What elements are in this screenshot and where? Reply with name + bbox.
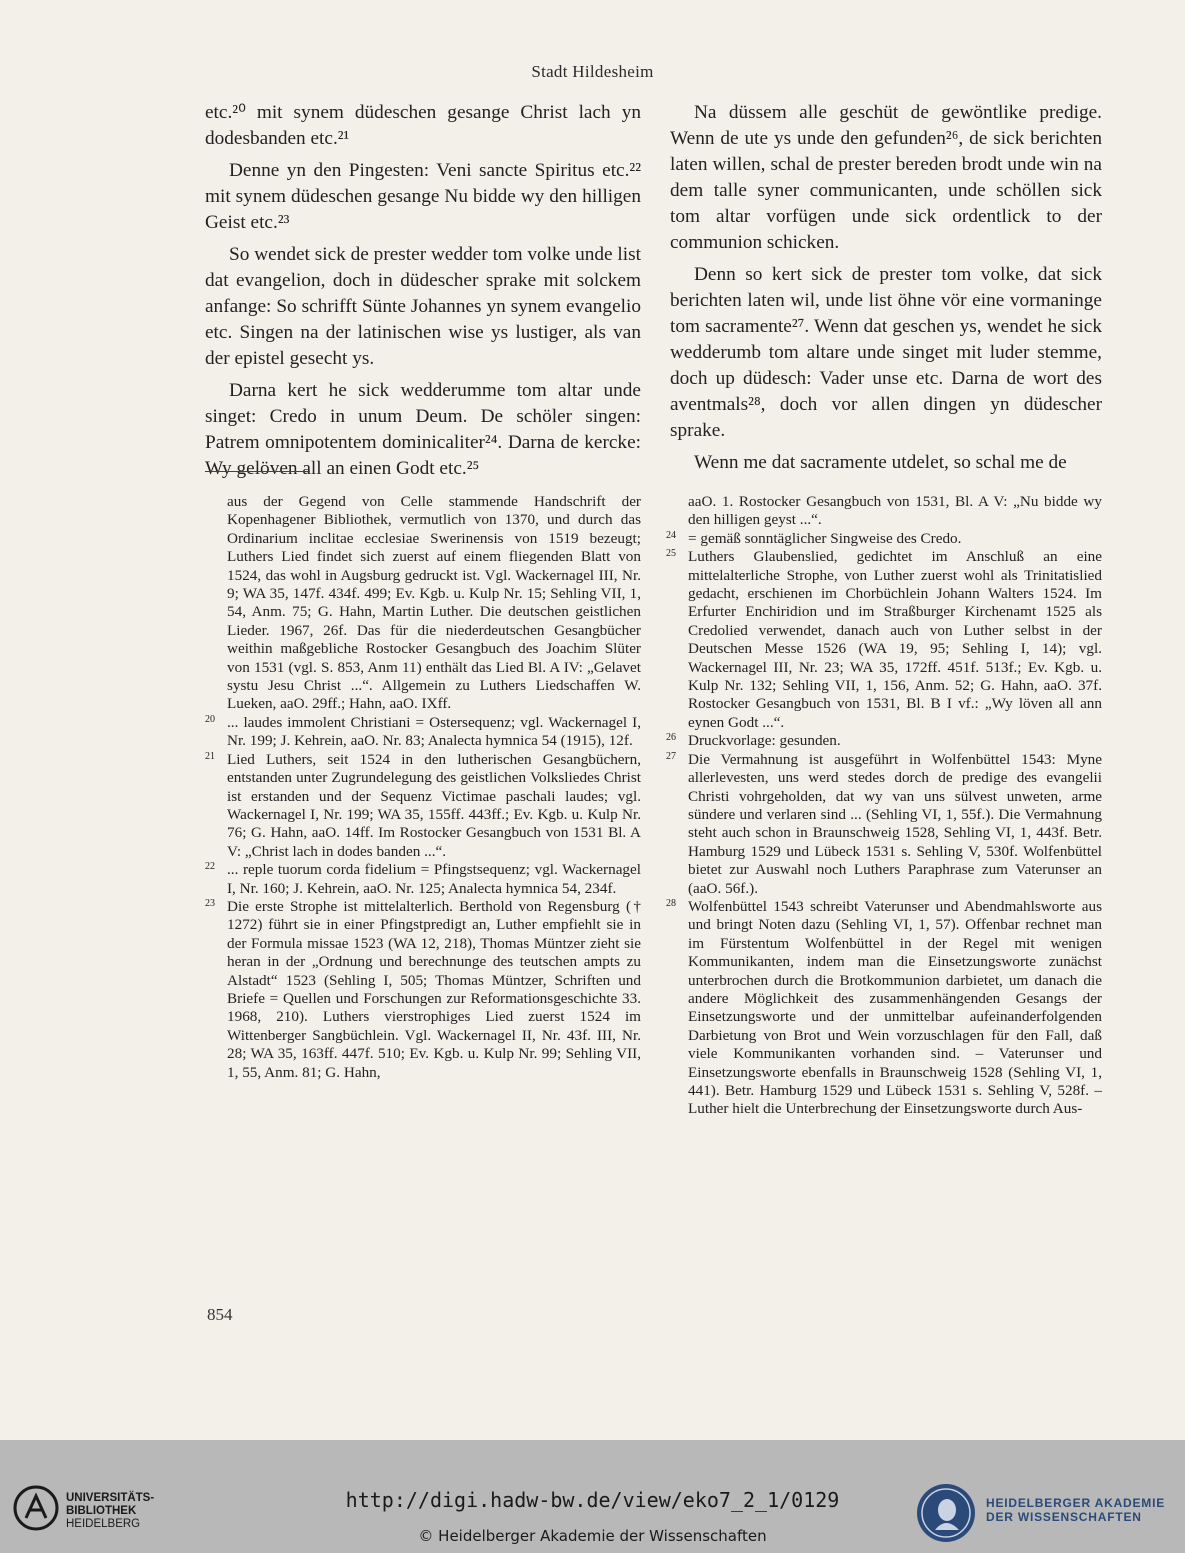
footnote-number: 27	[666, 750, 676, 762]
body-paragraph: etc.²⁰ mit synem düdeschen gesange Christ lach yn dodesbanden etc.²¹	[205, 102, 641, 149]
footnote-text: Die Vermahnung ist ausgeführt in Wolfenbüttel 1543: Myne allerlevesten, uns werd stedes dorch de predige des evangelii Christi vohrgeholden, dat wy van uns sülvest unweten, arme sündere und verlaren sind ... (Sehling VI, 1, 55f.). Die Vermahnung steht auch schon in Braunschweig 1528, Sehling VI, 1, 443f. Betr. Hamburg 1529 und Lübeck 1531 s. Sehling V, 530f. Wolfenbüttel bietet zur Auswahl noch Luthers Paraphrase zum Vaterunser an (aaO. 56f.).	[688, 750, 1102, 897]
footnote	[666, 493, 1102, 530]
footnote	[205, 751, 641, 861]
ub-line: BIBLIOTHEK	[66, 1505, 137, 1517]
footnote-text: Luthers Glaubenslied, gedichtet im Anschluß an eine mittelalterliche Strophe, von Luther zuerst wohl als Trinitatislied gedacht, erschienen im Chorbüchlein Johann Walters 1524. Im Erfurter Enchiridion und im Straßburger Kirchenamt 1525 als Credolied verwendet, danach auch von Luther selbst in der Deutschen Messe 1526 (WA 19, 95; Sehling I, 14); vgl. Wackernagel III, Nr. 23; WA 35, 172ff. 451f. 513f.; Ev. Kgb. u. Kulp Nr. 132; Sehling VII, 1, 156, Anm. 52; G. Hahn, aaO. 37f. Rostocker Gesangbuch von 1531, Bl. B I vf.: „Wy löven all ann eynen Godt ...“.	[688, 548, 1102, 731]
body-paragraph: So wendet sick de prester wedder tom volke unde list dat evangelion, doch in düdescher sprake mit solckem anfange: So schrifft Sünte Johannes yn synem evangelio etc. Singen na der latinischen wise ys lustiger, als van der epistel gesecht ys.	[205, 244, 641, 369]
academy-line: HEIDELBERGER AKADEMIE	[986, 1496, 1166, 1510]
footnote-number: 20	[205, 713, 215, 725]
ub-line: UNIVERSITÄTS-	[66, 1492, 155, 1504]
footnotes-left	[205, 493, 641, 1082]
body-paragraph: Na düssem alle geschüt de gewöntlike predige. Wenn de ute ys unde den gefunden²⁶, de sick berichten laten willen, schal de prester bereden brodt unde win na dem talle syner communicanten, unde schöllen sick tom altar vorfügen unde sick ordentlick to der communion schicken.	[670, 102, 1102, 253]
running-header: Stadt Hildesheim	[531, 62, 654, 81]
footnote-text: aus der Gegend von Celle stammende Handschrift der Kopenhagener Bibliothek, vermutlich von 1370, und durch das Ordinarium inclitae ecclesiae Swerinensis von 1519 bezeugt; Luthers Lied findet sich zuerst auf einem fliegenden Blatt von 1524, das wohl in Augsburg gedruckt ist. Vgl. Wackernagel III, Nr. 9; WA 35, 147f. 434f. 499; Ev. Kgb. u. Kulp Nr. 15; Sehling VII, 1, 54, Anm. 75; G. Hahn, Martin Luther. Die deutschen geistlichen Lieder. 1967, 26f. Das für die niederdeutschen Gesangbücher weithin maßgebliche Rostocker Gesangbuch des Joachim Slüter von 1531 (vgl. S. 853, Anm 11) enthält das Lied Bl. A IV: „Gelavet systu Jesu Christ ...“. Allgemein zu Luthers Liedschaffen W. Lueken, aaO. 29ff.; Hahn, aaO. IXff.	[227, 493, 641, 713]
permalink-url[interactable]: http://digi.hadw-bw.de/view/eko7_2_1/0129	[345, 1488, 840, 1512]
footnote	[666, 898, 1102, 1119]
footnote-number: 25	[666, 548, 676, 560]
academy-name[interactable]	[986, 1496, 1165, 1524]
footnote	[666, 548, 1102, 732]
footnote-text: Lied Luthers, seit 1524 in den lutherischen Gesangbüchern, entstanden unter Zugrundelegung des geistlichen Volksliedes Christ ist erstanden und der Sequenz Victimae paschali laudes; vgl. Wackernagel I, Nr. 199; WA 35, 155ff. 443ff.; Ev. Kgb. u. Kulp Nr. 76; G. Hahn, aaO. 14ff. Im Rostocker Gesangbuch von 1531 Bl. A V: „Christ lach in dodes banden ...“.	[227, 750, 641, 860]
footnote	[205, 714, 641, 751]
ub-line: HEIDELBERG	[66, 1518, 141, 1530]
footnote-text: Druckvorlage: gesunden.	[688, 732, 841, 750]
body-paragraph: Denne yn den Pingesten: Veni sancte Spiritus etc.²² mit synem düdeschen gesange Nu bidde wy den hilligen Geist etc.²³	[205, 160, 641, 233]
footnote	[205, 861, 641, 898]
footnote-text: ... laudes immolent Christiani = Ostersequenz; vgl. Wackernagel I, Nr. 199; J. Kehrein, aaO. Nr. 83; Analecta hymnica 54 (1915), 12f.	[227, 713, 641, 750]
footnote-text: ... reple tuorum corda fidelium = Pfingstsequenz; vgl. Wackernagel I, Nr. 160; J. Kehrein, aaO. Nr. 125; Analecta hymnica 54, 234f.	[227, 861, 641, 897]
academy-seal-icon[interactable]	[915, 1482, 977, 1548]
footnote-text: Die erste Strophe ist mittelalterlich. Berthold von Regensburg († 1272) führt sie in einer Pfingstpredigt an, Luther empfiehlt sie in der Formula missae 1523 (WA 12, 218), Thomas Müntzer zieht sie heran in der „Ordnung und berechnunge des teutschen ampts zu Alstadt“ 1523 (Sehling I, 505; Thomas Müntzer, Schriften und Briefe = Quellen und Forschungen zur Reformationsgeschichte 33. 1968, 210). Luthers vierstrophiges Lied zuerst 1524 im Wittenberger Sangbüchlein. Vgl. Wackernagel II, Nr. 43f. III, Nr. 28; WA 35, 163ff. 447f. 510; Ev. Kgb. u. Kulp Nr. 99; Sehling VII, 1, 55, Anm. 81; G. Hahn,	[227, 897, 641, 1081]
viewer-footer	[0, 1440, 1185, 1553]
footnote-number: 23	[205, 897, 215, 909]
body-paragraph: Darna kert he sick wedderumme tom altar unde singet: Credo in unum Deum. De schöler singen: Patrem omnipotentem dominicaliter²⁴. Darna de kercke: Wy gelöven all an einen Godt etc.²⁵	[205, 380, 641, 479]
footnote-number: 28	[666, 897, 676, 909]
copyright-notice: © Heidelberger Akademie der Wissenschaften	[418, 1527, 767, 1545]
footnote	[666, 732, 1102, 750]
body-paragraph: Wenn me dat sacramente utdelet, so schal me de	[694, 452, 1067, 473]
body-column-left	[205, 100, 641, 488]
footnote-number: 26	[666, 732, 676, 744]
footnote	[666, 530, 1102, 548]
footnote-number: 24	[666, 529, 676, 541]
page-number: 854	[207, 1305, 233, 1324]
academy-line: DER WISSENSCHAFTEN	[986, 1510, 1142, 1524]
footnote-separator	[205, 471, 310, 472]
footnote	[205, 898, 641, 1082]
footnote	[666, 751, 1102, 898]
footnote-text: = gemäß sonntäglicher Singweise des Credo.	[688, 529, 962, 547]
footnotes-right	[666, 493, 1102, 1119]
footnote-number: 22	[205, 861, 215, 873]
footnote	[205, 493, 641, 714]
footnote-text: aaO. 1. Rostocker Gesangbuch von 1531, Bl. A V: „Nu bidde wy den hilligen geyst ...“.	[688, 493, 1102, 529]
footnote-number: 21	[205, 750, 215, 762]
body-paragraph: Denn so kert sick de prester tom volke, dat sick berichten laten wil, unde list öhne vör eine vormaninge tom sacramente²⁷. Wenn dat geschen ys, wendet he sick wedderumb tom altare unde singet mit luder stemme, doch up düdesch: Vader unse etc. Darna de wort des aventmals²⁸, doch vor allen dingen yn düdescher sprake.	[670, 264, 1102, 441]
footnote-text: Wolfenbüttel 1543 schreibt Vaterunser und Abendmahlsworte aus und bringt Noten dazu (Sehling VI, 1, 57). Offenbar rechnet man im Fürstentum Wolfenbüttel in der Regel mit wenigen Kommunikanten, indem man die Einsetzungsworte zunächst unterbrochen durch die Brotkommunion darbietet, um danach die andere Möglichkeit des zusammenhängenden Gesangs der Einsetzungsworte und der unmittelbar aufeinanderfolgenden Darbietung von Brot und Wein vorzuschlagen für den Fall, daß viele Kommunikanten vorhanden sind. – Vaterunser und Einsetzungsworte ebenfalls in Braunschweig 1528 (Sehling VI, 1, 441). Betr. Hamburg 1529 und Lübeck 1531 s. Sehling V, 528f. – Luther hielt die Unterbrechung der Einsetzungsworte durch Aus-	[688, 897, 1102, 1118]
body-column-right	[670, 100, 1102, 482]
